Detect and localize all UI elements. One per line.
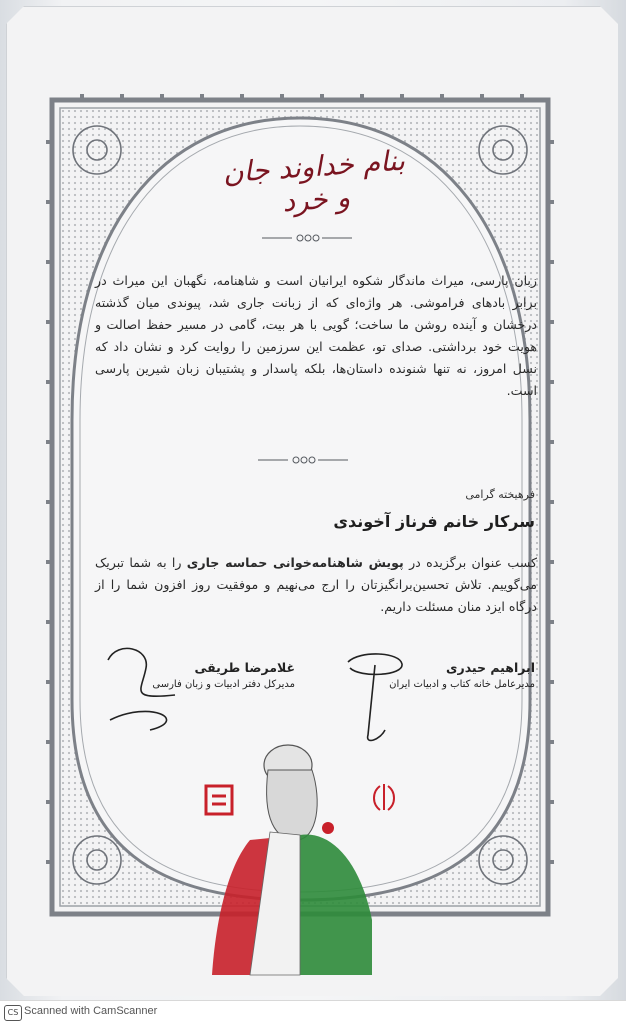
signatory-role: مدیرعامل خانه کتاب و ادبیات ایران	[389, 679, 535, 690]
scanner-footer	[0, 1000, 626, 1025]
congratulation-text-before: کسب عنوان برگزیده در	[403, 555, 537, 570]
signature-block-left	[120, 660, 295, 690]
recipient-name: سرکار خانم فرناز آخوندی	[333, 512, 535, 531]
camscanner-logo-icon: CS	[4, 1005, 22, 1021]
signatory-name: غلامرضا طریقی	[194, 660, 295, 675]
salutation: فرهیخته گرامی	[465, 488, 535, 501]
signatory-role: مدیرکل دفتر ادبیات و زبان فارسی	[152, 679, 295, 690]
congratulation-text	[95, 552, 537, 618]
calligraphy-title: بنام خداوند جان و خرد	[221, 143, 406, 219]
scanner-watermark: Scanned with CamScanner	[24, 1005, 158, 1017]
main-paragraph: زبان پارسی، میراث ماندگار شکوه ایرانیان است و شاهنامه، نگهبان این میراث در برابر بادهای فراموشی. هر واژه‌ای که از زبانت جاری شد، پیوندی میان گذشته درخشان و آینده روشن ما ساخت؛ گویی با هر بیت، گامی در مسیر حفظ اصالت و هویت خود برداشتی. صدای تو، عظمت این سرزمین را روایت کرد و نشان داد که نسل امروز، نه تنها شنونده داستان‌ها، بلکه پاسدار و پشتیبان زبان شیرین پارسی است.	[95, 273, 537, 398]
congratulation-text-after: را به شما تبریک می‌گوییم. تلاش تحسین‌برانگیزتان را ارج می‌نهیم و موفقیت روز افزون شما را از درگاه ایزد منان مسئلت داریم.	[95, 555, 537, 614]
signatory-name: ابراهیم حیدری	[446, 660, 535, 675]
campaign-name: پویش شاهنامه‌خوانی حماسه جاری	[186, 555, 404, 570]
signature-block-right	[355, 660, 535, 690]
